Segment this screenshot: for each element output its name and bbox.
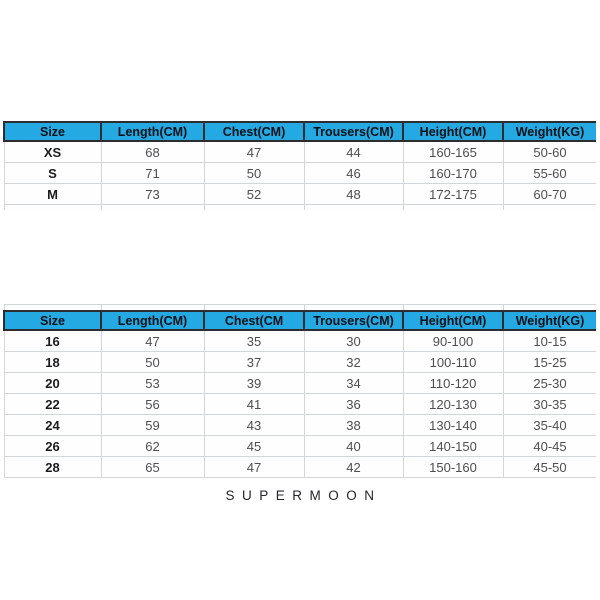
data-cell: 160-170 [403, 163, 503, 184]
column-header: Trousers(CM) [304, 311, 403, 330]
data-cell: 47 [204, 457, 304, 478]
data-cell: 34 [304, 373, 403, 394]
table-row [4, 457, 596, 478]
data-cell: 68 [101, 141, 204, 163]
size-cell: 18 [4, 352, 101, 373]
data-cell: 110-120 [403, 373, 503, 394]
data-cell: 45 [204, 436, 304, 457]
header-row [4, 122, 596, 141]
kids-size-table-section [3, 304, 596, 482]
table-row [4, 184, 596, 205]
data-cell: 62 [101, 436, 204, 457]
data-cell: 50 [204, 163, 304, 184]
data-cell: 60-70 [503, 184, 596, 205]
data-cell: 35-40 [503, 415, 596, 436]
column-header: Trousers(CM) [304, 122, 403, 141]
data-cell: 160-165 [403, 141, 503, 163]
size-cell: M [4, 184, 101, 205]
table-row [4, 394, 596, 415]
data-cell: 41 [204, 394, 304, 415]
data-cell: 39 [204, 373, 304, 394]
column-header: Weight(KG) [503, 311, 596, 330]
column-header: Length(CM) [101, 311, 204, 330]
size-cell: 28 [4, 457, 101, 478]
column-header: Chest(CM [204, 311, 304, 330]
data-cell: 59 [101, 415, 204, 436]
size-cell: 20 [4, 373, 101, 394]
adult-size-table [3, 121, 596, 210]
data-cell: 48 [304, 184, 403, 205]
column-header: Weight(KG) [503, 122, 596, 141]
column-header: Chest(CM) [204, 122, 304, 141]
data-cell: 65 [101, 457, 204, 478]
adult-size-table-section [3, 121, 596, 211]
size-cell: S [4, 163, 101, 184]
data-cell: 55-60 [503, 163, 596, 184]
data-cell: 37 [204, 352, 304, 373]
data-cell: 90-100 [403, 330, 503, 352]
data-cell: 50-60 [503, 141, 596, 163]
size-cell: XS [4, 141, 101, 163]
data-cell: 172-175 [403, 184, 503, 205]
data-cell: 52 [204, 184, 304, 205]
data-cell: 50 [101, 352, 204, 373]
data-cell: 130-140 [403, 415, 503, 436]
data-cell: 36 [304, 394, 403, 415]
column-header: Size [4, 122, 101, 141]
size-cell: 16 [4, 330, 101, 352]
data-cell: 120-130 [403, 394, 503, 415]
kids-size-table [3, 304, 596, 478]
data-cell: 47 [204, 141, 304, 163]
size-cell: 26 [4, 436, 101, 457]
data-cell: 53 [101, 373, 204, 394]
header-row [4, 311, 596, 330]
column-header: Length(CM) [101, 122, 204, 141]
data-cell: 100-110 [403, 352, 503, 373]
data-cell: 32 [304, 352, 403, 373]
table-row [4, 330, 596, 352]
data-cell: 43 [204, 415, 304, 436]
table-row [4, 352, 596, 373]
table-row [4, 415, 596, 436]
column-header: Height(CM) [403, 311, 503, 330]
data-cell: 35 [204, 330, 304, 352]
column-header: Size [4, 311, 101, 330]
table-row [4, 141, 596, 163]
data-cell: 40-45 [503, 436, 596, 457]
data-cell: 71 [101, 163, 204, 184]
data-cell: 140-150 [403, 436, 503, 457]
table-row [4, 373, 596, 394]
table-row [4, 436, 596, 457]
data-cell: 40 [304, 436, 403, 457]
table-row [4, 163, 596, 184]
size-cell: 24 [4, 415, 101, 436]
data-cell: 47 [101, 330, 204, 352]
data-cell: 25-30 [503, 373, 596, 394]
data-cell: 42 [304, 457, 403, 478]
data-cell: 10-15 [503, 330, 596, 352]
size-cell: 22 [4, 394, 101, 415]
data-cell: 30 [304, 330, 403, 352]
data-cell: 45-50 [503, 457, 596, 478]
data-cell: 150-160 [403, 457, 503, 478]
data-cell: 44 [304, 141, 403, 163]
data-cell: 15-25 [503, 352, 596, 373]
data-cell: 30-35 [503, 394, 596, 415]
data-cell: 73 [101, 184, 204, 205]
data-cell: 56 [101, 394, 204, 415]
column-header: Height(CM) [403, 122, 503, 141]
data-cell: 38 [304, 415, 403, 436]
data-cell: 46 [304, 163, 403, 184]
brand-wordmark: SUPERMOON [225, 488, 382, 503]
